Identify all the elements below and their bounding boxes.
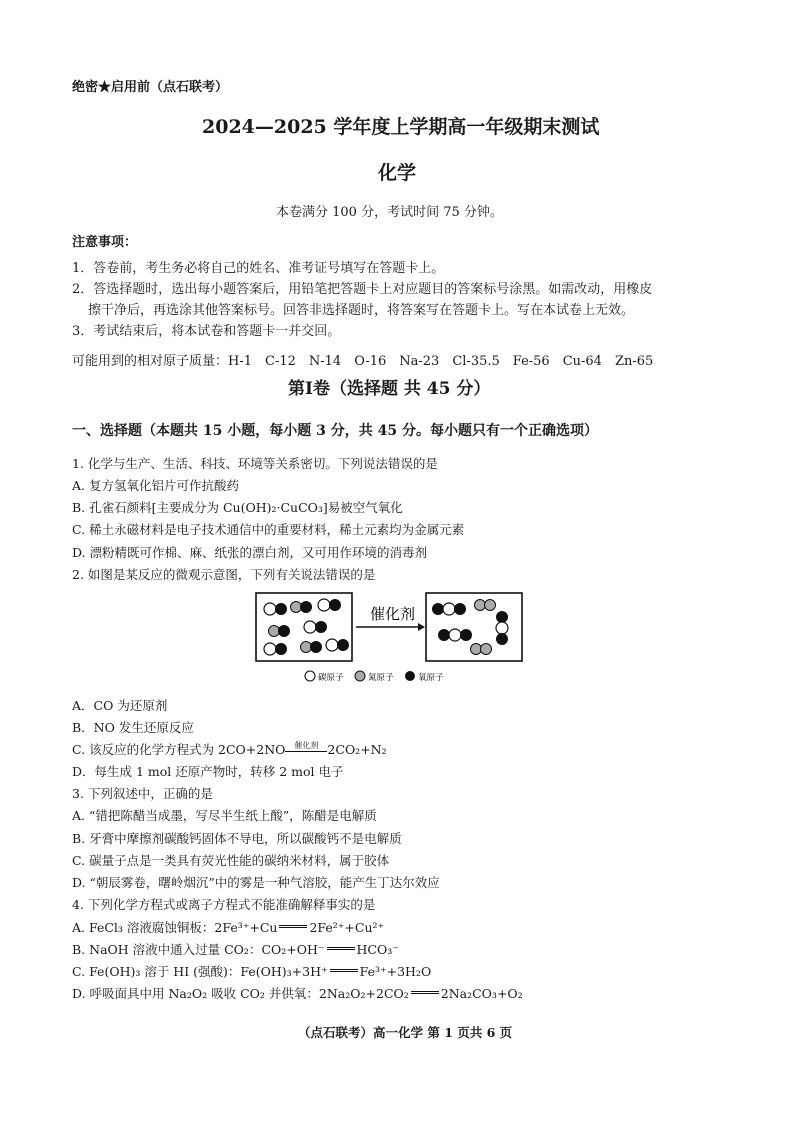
exam-title: 2024—2025 学年度上学期高一年级期末测试 [202, 116, 600, 138]
nitrogen-legend-icon [355, 671, 365, 681]
legend-nitrogen: 氮原子 [368, 673, 394, 683]
q2-option-d: D．每生成 1 mol 还原产物时，转移 2 mol 电子 [72, 764, 344, 779]
note-2-line1: 2．答选择题时，选出每小题答案后，用铅笔把答题卡上对应题目的答案标号涂黑。如需改动，用橡皮 [72, 282, 653, 297]
legend-oxygen: 氧原子 [418, 673, 444, 683]
note-1: 1．答卷前，考生务必将自己的姓名、准考证号填写在答题卡上。 [72, 261, 445, 276]
q3-option-d: D. “朝辰雾卷，曙岭烟沉”中的雾是一种气溶胶，能产生丁达尔效应 [72, 875, 440, 890]
confidential-label: 绝密★启用前（点石联考） [72, 80, 229, 95]
q4-b-reactants: B. NaOH 溶液中通入过量 CO₂：CO₂+OH⁻ [72, 942, 325, 957]
q4-d-reactants: D. 呼吸面具中用 Na₂O₂ 吸收 CO₂ 并供氧：2Na₂O₂+2CO₂ [72, 986, 409, 1001]
q4-a-products: 2Fe²⁺+Cu²⁺ [309, 920, 385, 935]
note-2-line2: 擦干净后，再选涂其他答案标号。回答非选择题时，将答案写在答题卡上。写在本试卷上无效。 [88, 303, 635, 318]
q2-c-products: 2CO₂+N₂ [327, 742, 387, 757]
q4-option-c [72, 962, 431, 980]
page-footer: （点石联考）高一化学 第 1 页共 6 页 [298, 1025, 513, 1040]
notes-heading: 注意事项： [72, 235, 138, 250]
q1-option-a: A. 复方氢氧化铝片可作抗酸药 [72, 478, 239, 493]
q3-option-b: B. 牙膏中摩擦剂碳酸钙固体不导电，所以碳酸钙不是电解质 [72, 831, 402, 846]
q4-c-reactants: C. Fe(OH)₃ 溶于 HI (强酸)：Fe(OH)₃+3H⁺ [72, 964, 328, 979]
q2-option-a: A．CO 为还原剂 [72, 698, 168, 713]
equals-sign [411, 991, 439, 994]
subject-title: 化学 [378, 162, 417, 184]
q4-a-reactants: A. FeCl₃ 溶液腐蚀铜板：2Fe³⁺+Cu [72, 920, 278, 935]
diagram-legend [305, 671, 444, 683]
q2-c-condition: 催化剂 [285, 740, 327, 752]
q1-option-b: B. 孔雀石颜料[主要成分为 Cu(OH)₂·CuCO₃]易被空气氧化 [72, 500, 403, 515]
q4-b-products: HCO₃⁻ [356, 942, 399, 957]
note-3: 3．考试结束后，将本试卷和答题卡一并交回。 [72, 324, 341, 339]
product-molecules [432, 600, 508, 655]
q4-c-products: Fe³⁺+3H₂O [359, 964, 432, 979]
legend-carbon: 碳原子 [318, 673, 344, 683]
equals-sign [327, 947, 355, 950]
q3-option-c: C. 碳量子点是一类具有荧光性能的碳纳米材料，属于胶体 [72, 853, 390, 868]
oxygen-legend-icon [405, 671, 415, 681]
q2-c-text: C. 该反应的化学方程式为 2CO+2NO [72, 742, 286, 757]
reactant-molecules [264, 599, 349, 655]
exam-info: 本卷满分 100 分，考试时间 75 分钟。 [276, 205, 503, 220]
section1-title: 一、选择题（本题共 15 小题，每小题 3 分，共 45 分。每小题只有一个正确选项） [72, 423, 598, 439]
equals-sign [330, 969, 358, 972]
q4-option-a [72, 918, 384, 936]
q4-option-b [72, 940, 399, 958]
part1-title: 第Ⅰ卷（选择题 共 45 分） [288, 379, 491, 399]
equals-sign [279, 925, 307, 928]
catalyst-label: 催化剂 [370, 605, 416, 623]
q4-option-d [72, 984, 523, 1002]
q4-stem: 4. 下列化学方程式或离子方程式不能准确解释事实的是 [72, 897, 376, 912]
q3-option-a: A. “错把陈醋当成墨，写尽半生纸上酸”，陈醋是电解质 [72, 808, 377, 823]
q3-stem: 3. 下列叙述中，正确的是 [72, 786, 213, 801]
q2-option-c [72, 740, 387, 758]
q4-d-products: 2Na₂CO₃+O₂ [440, 986, 523, 1001]
q1-option-c: C. 稀土永磁材料是电子技术通信中的重要材料，稀土元素均为金属元素 [72, 522, 465, 537]
q1-option-d: D. 漂粉精既可作棉、麻、纸张的漂白剂，又可用作环境的消毒剂 [72, 545, 428, 560]
atomic-masses: 可能用到的相对原子质量：H-1 C-12 N-14 O-16 Na-23 Cl-35.5 Fe-56 Cu-64 Zn-65 [72, 354, 654, 369]
reaction-diagram [252, 587, 552, 687]
q1-stem: 1. 化学与生产、生活、科技、环境等关系密切。下列说法错误的是 [72, 456, 438, 471]
carbon-legend-icon [305, 671, 315, 681]
q2-option-b: B．NO 发生还原反应 [72, 720, 194, 735]
q2-stem: 2. 如图是某反应的微观示意图，下列有关说法错误的是 [72, 567, 376, 582]
